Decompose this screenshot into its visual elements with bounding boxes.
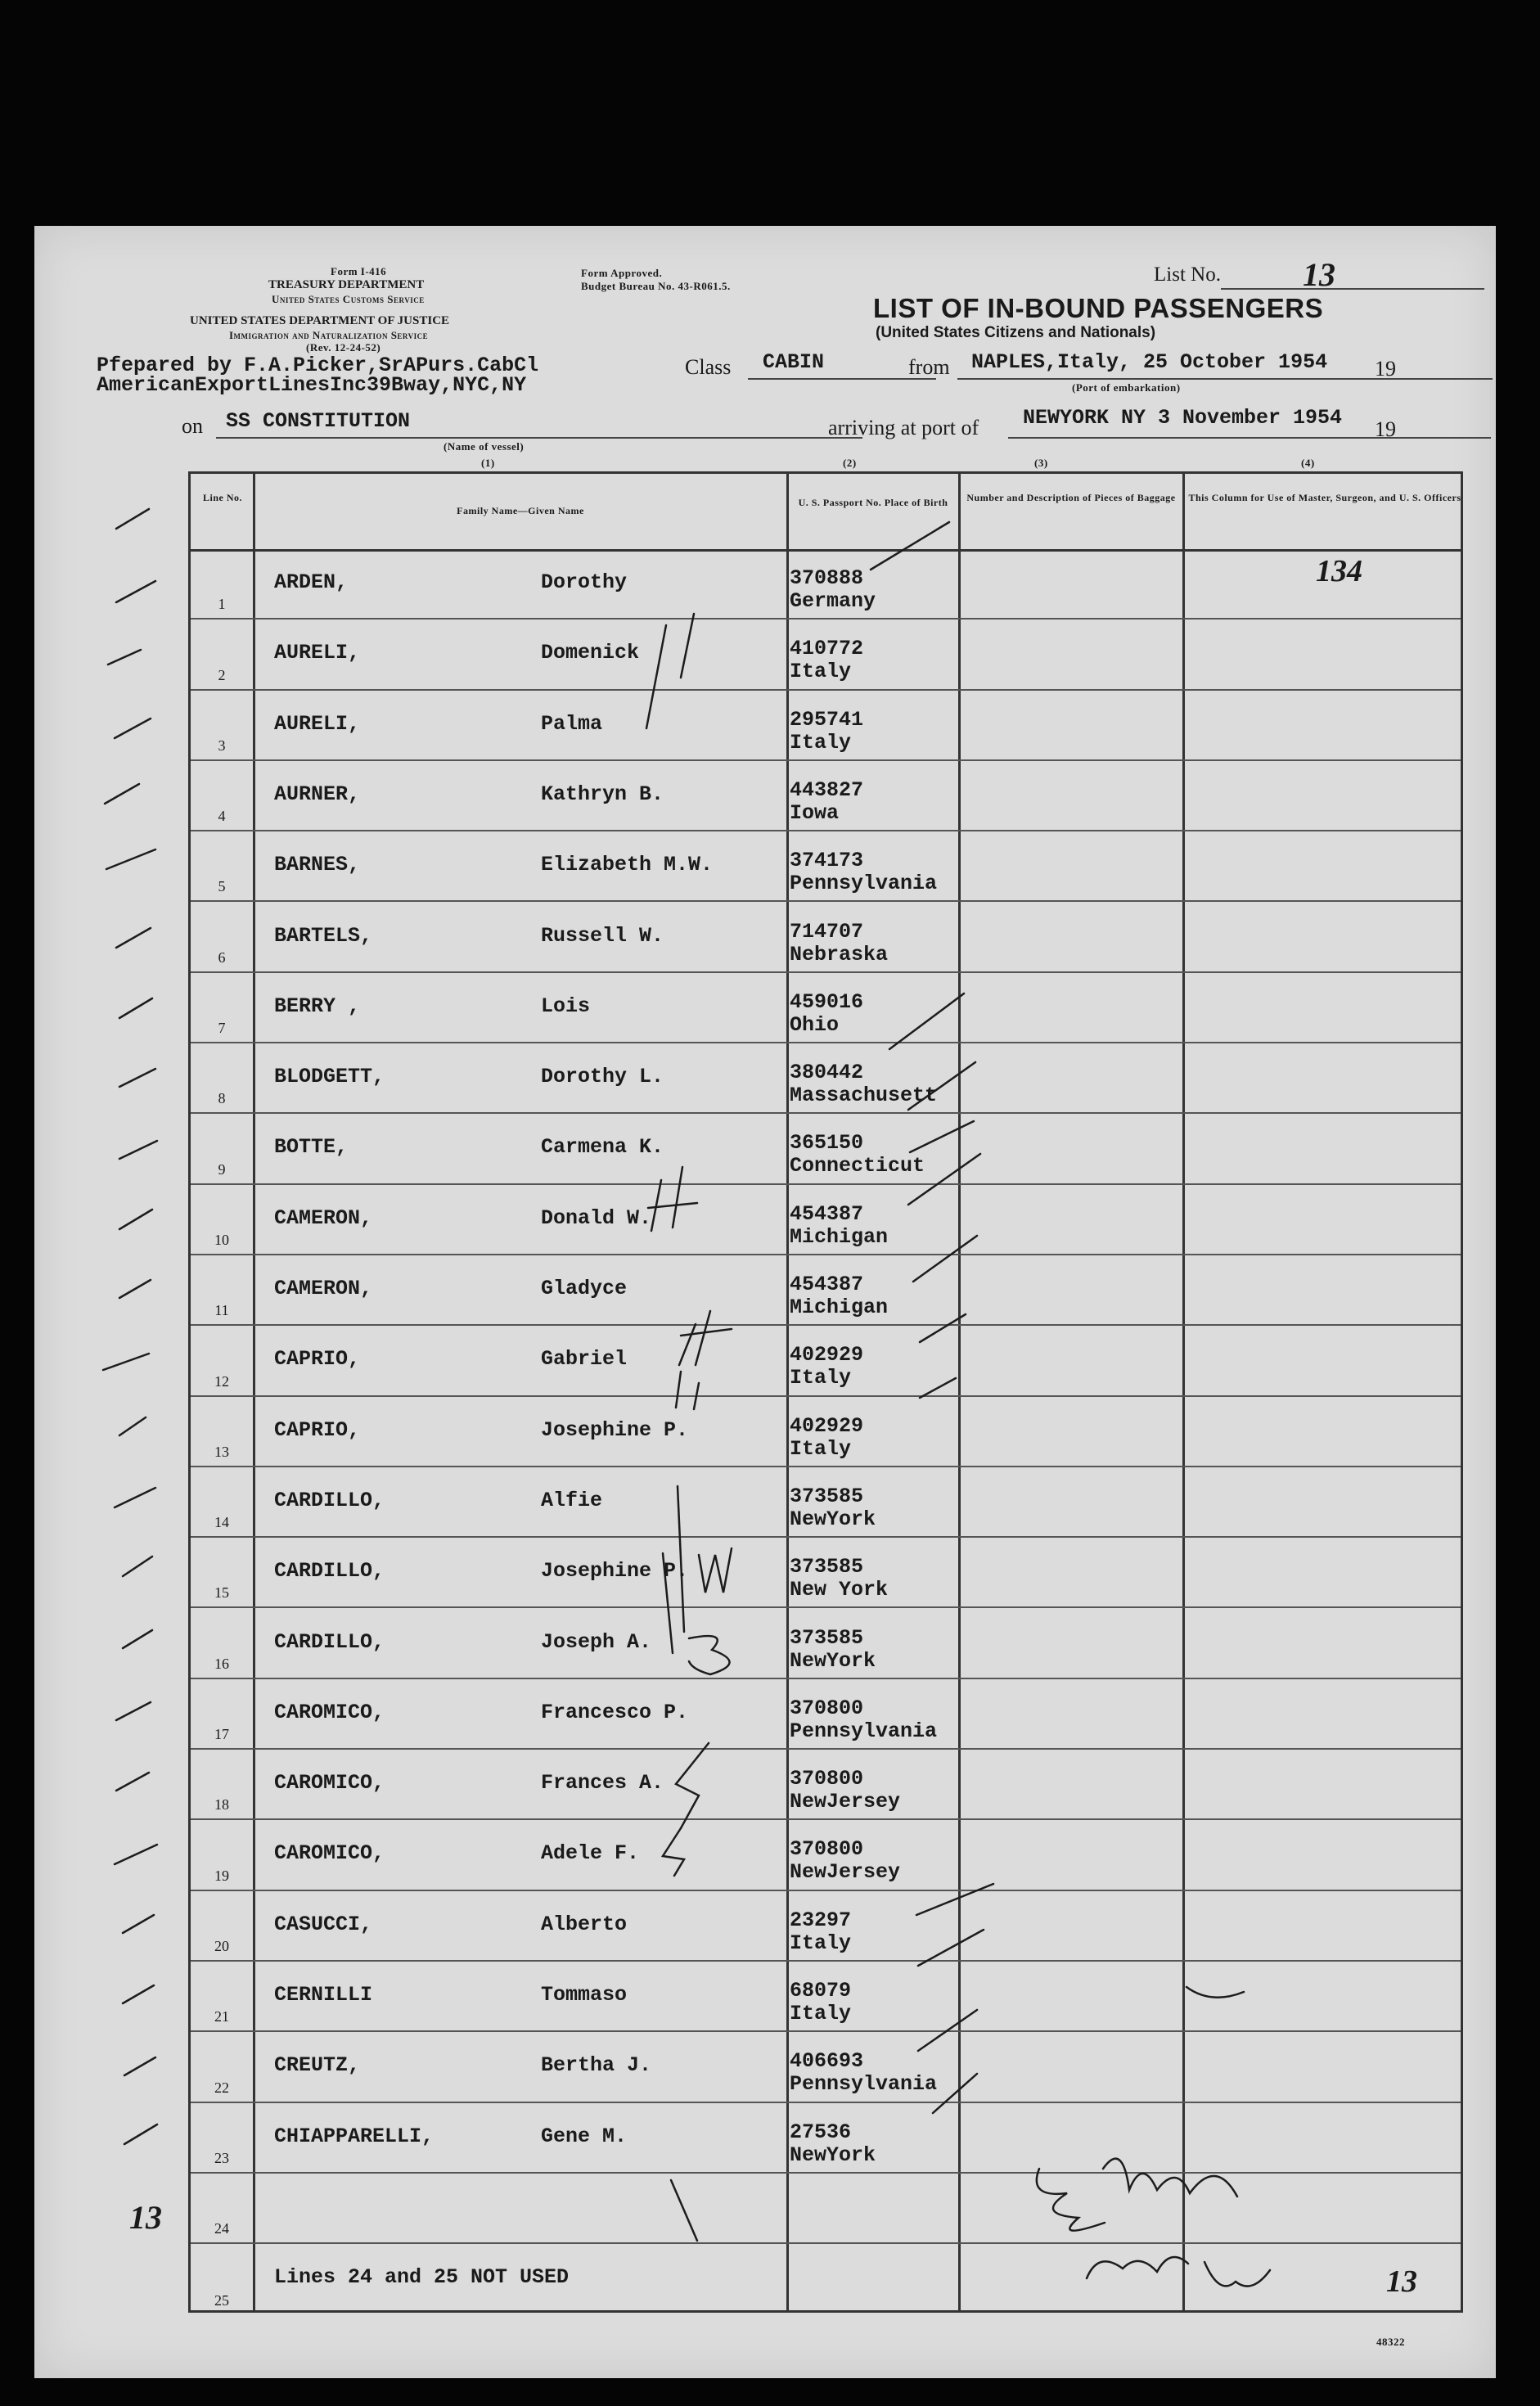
family-name: AURNER,: [274, 782, 361, 806]
line-number: 23: [214, 2149, 229, 2166]
arrival-port: NEWYORK NY 3 November 1954: [1023, 406, 1343, 430]
passport-number: 406693: [790, 2049, 864, 2074]
line-number: 22: [214, 2079, 229, 2096]
family-name: BOTTE,: [274, 1135, 349, 1160]
table-row: [191, 1820, 1461, 1890]
place-of-birth: Connecticut: [790, 1154, 925, 1178]
passport-cell: [790, 1132, 925, 1178]
family-name: CAROMICO,: [274, 1700, 385, 1724]
family-name: ARDEN,: [274, 570, 349, 594]
passport-number: 454387: [790, 1273, 864, 1296]
place-of-birth: NewJersey: [790, 1860, 901, 1885]
year-suffix: 19: [1375, 357, 1396, 381]
table-row: [191, 2174, 1461, 2244]
table-row: [191, 1609, 1461, 1679]
header-passport: U. S. Passport No. Place of Birth: [798, 497, 948, 508]
passport-number: 370800: [790, 1767, 864, 1791]
given-name: Bertha J.: [541, 2053, 652, 2078]
given-name: Tommaso: [541, 1983, 628, 2007]
passport-number: 370888: [790, 566, 864, 590]
line-number: 7: [218, 1020, 226, 1037]
revision-date: (Rev. 12-24-52): [306, 341, 381, 354]
line-number: 25: [214, 2292, 229, 2309]
given-name: Gene M.: [541, 2124, 628, 2148]
given-name: Dorothy L.: [541, 1065, 664, 1089]
passport-cell: [790, 1627, 876, 1673]
given-name: Gabriel: [541, 1347, 628, 1372]
arriving-label: arriving at port of: [828, 416, 979, 439]
line-number: 9: [218, 1160, 226, 1178]
table-row: [191, 903, 1461, 973]
list-number: 13: [1303, 256, 1335, 293]
class-value: CABIN: [763, 350, 825, 374]
class-label: Class: [685, 355, 732, 379]
place-of-birth: Germany: [790, 589, 876, 613]
passport-cell: [790, 2050, 937, 2096]
passport-cell: [790, 779, 863, 825]
place-of-birth: Massachusett: [790, 1084, 938, 1108]
header-officers: This Column for Use of Master, Surgeon, and U. S. Officers: [1188, 492, 1461, 503]
passport-number: 23297: [790, 1908, 852, 1932]
passport-number: 373585: [790, 1555, 864, 1579]
passenger-table: [188, 471, 1463, 2313]
place-of-birth: Italy: [790, 730, 852, 755]
passport-cell: [790, 1485, 876, 1531]
line-number: 21: [214, 2008, 229, 2025]
given-name: Carmena K.: [541, 1135, 664, 1160]
passport-number: 402929: [790, 1343, 864, 1367]
table-row: [191, 761, 1461, 831]
family-name: CARDILLO,: [274, 1559, 385, 1584]
arrival-year-suffix: 19: [1375, 417, 1396, 441]
family-name: BARTELS,: [274, 923, 373, 948]
place-of-birth: Italy: [790, 1366, 852, 1390]
line-number: 10: [214, 1231, 229, 1248]
place-of-birth: NewYork: [790, 1648, 876, 1673]
on-label: on: [182, 414, 203, 438]
table-row: [191, 691, 1461, 761]
passport-number: 714707: [790, 919, 864, 944]
family-name: CREUTZ,: [274, 2053, 361, 2078]
passport-number: 365150: [790, 1131, 864, 1156]
family-name: CARDILLO,: [274, 1629, 385, 1654]
table-row: [191, 549, 1461, 620]
line-number: 17: [214, 1726, 229, 1743]
passport-number: 370800: [790, 1837, 864, 1862]
header-baggage: Number and Description of Pieces of Baggage: [966, 492, 1176, 503]
table-row: [191, 620, 1461, 690]
stamp-number: 48322: [1376, 2336, 1405, 2348]
passport-number: 27536: [790, 2120, 852, 2144]
col-number-1: (1): [481, 457, 495, 469]
place-of-birth: Pennsylvania: [790, 1719, 938, 1743]
table-row: [191, 1326, 1461, 1396]
count-annotation: 134: [1316, 554, 1362, 588]
table-row: [191, 1467, 1461, 1538]
family-name: BARNES,: [274, 853, 361, 877]
line-number: 16: [214, 1655, 229, 1672]
line-number: 11: [214, 1302, 229, 1319]
header-line-no: Line No.: [202, 492, 242, 503]
table-row: [191, 1750, 1461, 1820]
given-name: Kathryn B.: [541, 782, 664, 806]
ins-service: Immigration and Naturalization Service: [229, 329, 429, 341]
line-number: 13: [214, 1443, 229, 1460]
col-number-3: (3): [1034, 457, 1048, 469]
table-row: [191, 1962, 1461, 2032]
passport-number: 370800: [790, 1696, 864, 1720]
place-of-birth: Michigan: [790, 1224, 889, 1249]
given-name: Palma: [541, 711, 603, 736]
table-row: [191, 1043, 1461, 1114]
table-row: [191, 1679, 1461, 1750]
justice-dept: UNITED STATES DEPARTMENT OF JUSTICE: [190, 314, 450, 327]
given-name: Domenick: [541, 641, 640, 665]
family-name: CAROMICO,: [274, 1841, 385, 1866]
place-of-birth: Italy: [790, 1436, 852, 1461]
family-name: CAPRIO,: [274, 1417, 361, 1442]
passport-cell: [790, 1909, 851, 1955]
line-number: 24: [214, 2220, 229, 2237]
given-name: Josephine P.: [541, 1559, 689, 1584]
given-name: Adele F.: [541, 1841, 640, 1866]
passport-number: 373585: [790, 1484, 864, 1508]
col-number-4: (4): [1301, 457, 1315, 469]
treasury-dept: TREASURY DEPARTMENT: [268, 278, 425, 291]
given-name: Joseph A.: [541, 1629, 652, 1654]
family-name: CARDILLO,: [274, 1488, 385, 1512]
place-of-birth: Italy: [790, 1931, 852, 1955]
line-number: 5: [218, 878, 226, 895]
given-name: Alberto: [541, 1912, 628, 1936]
table-row: [191, 2244, 1461, 2314]
family-name: BLODGETT,: [274, 1065, 385, 1089]
given-name: Josephine P.: [541, 1417, 689, 1442]
passport-cell: [790, 1061, 937, 1107]
line-number: 6: [218, 948, 226, 966]
passport-cell: [790, 991, 863, 1037]
passport-cell: [790, 1768, 900, 1814]
given-name: Dorothy: [541, 570, 628, 594]
line-number: 1: [218, 596, 226, 613]
table-row: [191, 1397, 1461, 1467]
family-name: CERNILLI: [274, 1983, 373, 2007]
given-name: Gladyce: [541, 1277, 628, 1300]
line-number: 15: [214, 1584, 229, 1602]
port-embarkation-caption: (Port of embarkation): [1072, 381, 1181, 394]
passport-number: 410772: [790, 637, 864, 661]
port-of-embarkation: NAPLES,Italy, 25 October 1954: [971, 350, 1328, 374]
place-of-birth: Ohio: [790, 1012, 840, 1037]
table-row: [191, 973, 1461, 1043]
prepared-by: Pfepared by F.A.Picker,SrAPurs.CabCl: [97, 354, 539, 377]
line-number: 12: [214, 1372, 229, 1390]
family-name: AURELI,: [274, 711, 361, 736]
place-of-birth: NewJersey: [790, 1790, 901, 1814]
passport-number: 380442: [790, 1061, 864, 1085]
place-of-birth: NewYork: [790, 2142, 876, 2167]
passport-cell: [790, 921, 888, 966]
place-of-birth: Italy: [790, 660, 852, 684]
passport-number: 402929: [790, 1413, 864, 1438]
line-number: 18: [214, 1796, 229, 1814]
table-row: [191, 1114, 1461, 1184]
table-row: [191, 1255, 1461, 1326]
passport-number: 68079: [790, 1979, 852, 2003]
family-name: AURELI,: [274, 641, 361, 665]
signature-number: 13: [1386, 2264, 1417, 2299]
family-name: CHIAPPARELLI,: [274, 2124, 435, 2148]
passport-number: 443827: [790, 777, 864, 802]
line-number: 14: [214, 1514, 229, 1531]
given-name: Russell W.: [541, 923, 664, 948]
place-of-birth: Iowa: [790, 800, 840, 825]
table-row: [191, 2103, 1461, 2174]
given-name: Donald W.: [541, 1205, 652, 1230]
passport-cell: [790, 638, 863, 683]
given-name: Alfie: [541, 1488, 603, 1512]
line-number: 8: [218, 1090, 226, 1107]
passport-number: 454387: [790, 1201, 864, 1226]
document-subtitle: (United States Citizens and Nationals): [876, 324, 1156, 341]
passport-cell: [790, 2121, 876, 2167]
place-of-birth: New York: [790, 1578, 889, 1602]
line-number: 19: [214, 1867, 229, 1884]
passport-number: 373585: [790, 1625, 864, 1650]
place-of-birth: Italy: [790, 2002, 852, 2025]
margin-number: 13: [129, 2199, 162, 2236]
given-name: Elizabeth M.W.: [541, 853, 714, 877]
given-name: Lois: [541, 993, 591, 1018]
table-row: [191, 1185, 1461, 1255]
passport-number: 295741: [790, 707, 864, 732]
passport-cell: [790, 1415, 863, 1461]
passport-cell: [790, 567, 876, 613]
place-of-birth: NewYork: [790, 1507, 876, 1531]
vessel-caption: (Name of vessel): [444, 440, 525, 453]
passport-cell: [790, 1838, 900, 1884]
line-number: 2: [218, 666, 226, 683]
family-name: CAMERON,: [274, 1205, 373, 1230]
from-label: from: [908, 355, 950, 379]
passport-cell: [790, 709, 863, 755]
header-name: Family Name—Given Name: [457, 505, 584, 516]
passport-cell: [790, 849, 937, 895]
family-name: CASUCCI,: [274, 1912, 373, 1936]
col-number-2: (2): [843, 457, 857, 469]
place-of-birth: Pennsylvania: [790, 872, 938, 896]
family-name: Lines 24 and 25 NOT USED: [274, 2265, 570, 2290]
table-row: [191, 2032, 1461, 2102]
family-name: CAROMICO,: [274, 1771, 385, 1795]
list-number-label: List No.: [1154, 264, 1221, 286]
manifest-sheet: [34, 226, 1496, 2378]
line-number: 20: [214, 1937, 229, 1954]
company-address: AmericanExportLinesInc39Bway,NYC,NY: [97, 373, 527, 397]
budget-bureau: Budget Bureau No. 43-R061.5.: [581, 280, 731, 292]
table-row: [191, 831, 1461, 902]
family-name: BERRY ,: [274, 993, 361, 1018]
customs-service: United States Customs Service: [272, 293, 425, 305]
form-number: Form I-416: [331, 265, 387, 277]
passport-cell: [790, 1344, 863, 1390]
table-row: [191, 1891, 1461, 1962]
passport-cell: [790, 1697, 937, 1743]
given-name: Frances A.: [541, 1771, 664, 1795]
given-name: Francesco P.: [541, 1700, 689, 1724]
table-row: [191, 1538, 1461, 1608]
passport-cell: [790, 1556, 888, 1602]
passport-cell: [790, 1273, 888, 1319]
form-approved: Form Approved.: [581, 267, 663, 279]
line-number: 3: [218, 737, 226, 754]
vessel-name: SS CONSTITUTION: [226, 409, 411, 433]
passport-cell: [790, 1980, 851, 2025]
place-of-birth: Nebraska: [790, 942, 889, 966]
family-name: CAMERON,: [274, 1277, 373, 1300]
family-name: CAPRIO,: [274, 1347, 361, 1372]
place-of-birth: Pennsylvania: [790, 2072, 938, 2097]
document-title: LIST OF IN-BOUND PASSENGERS: [873, 293, 1324, 323]
line-number: 4: [218, 808, 226, 825]
passport-number: 374173: [790, 849, 864, 873]
place-of-birth: Michigan: [790, 1295, 889, 1319]
passport-number: 459016: [790, 989, 864, 1014]
passport-cell: [790, 1203, 888, 1249]
